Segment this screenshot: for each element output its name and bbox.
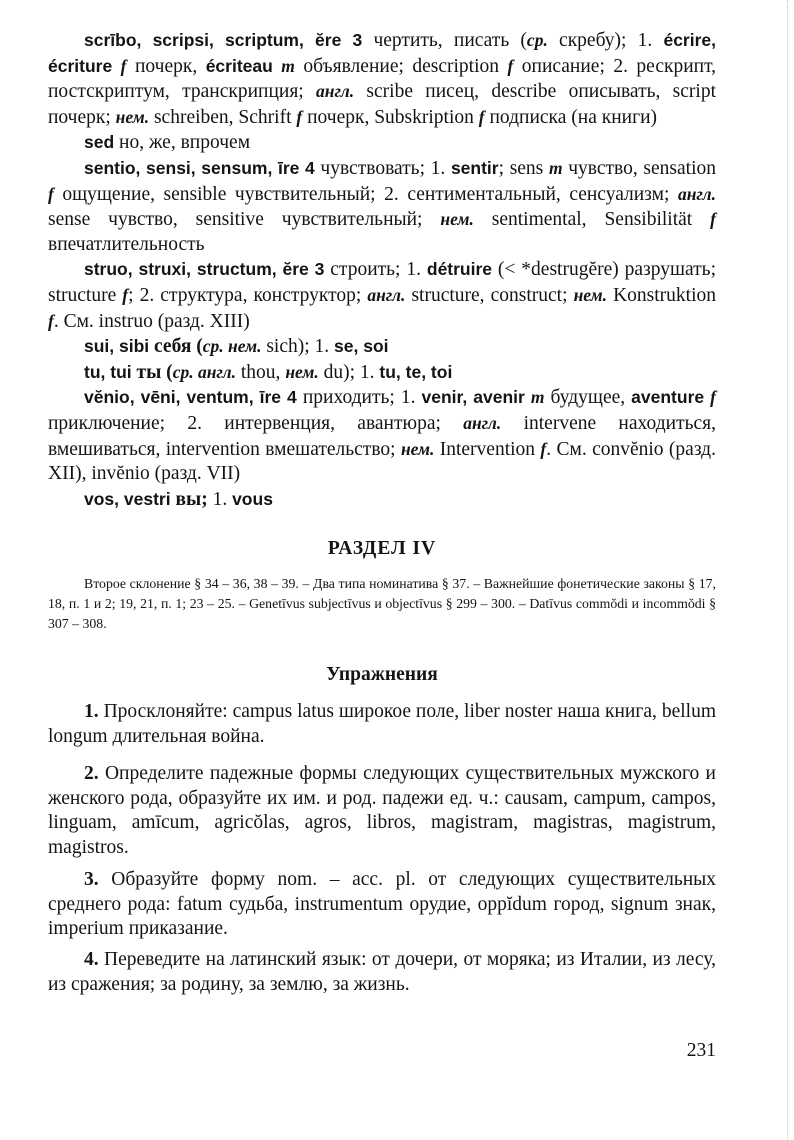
latin-term: vĕnio, vēni, ventum, īre 4 <box>84 387 297 408</box>
latin-term: vos, vestri <box>84 488 171 509</box>
section-title: РАЗДЕЛ IV <box>327 538 437 559</box>
entry-text: вы; <box>170 488 213 510</box>
exercise-text: Образуйте форму nom. – acc. pl. от следующих существительных среднего рода: fatum судьба, instrumentum орудие, oppĭdum город, signum знак, imperium приказание. <box>48 869 716 940</box>
entry-text: объявление; description <box>294 55 508 77</box>
abbreviation: f <box>478 106 485 127</box>
exercises-title: Упражнения <box>326 664 438 685</box>
latin-term: se, soi <box>334 336 389 357</box>
abbreviation: f <box>710 387 716 408</box>
exercise-2 <box>48 762 716 860</box>
abbreviation: нем. <box>573 284 607 305</box>
latin-term: tu, te, toi <box>379 361 453 382</box>
exercise-1 <box>48 700 716 749</box>
abbreviation: англ. <box>463 412 502 433</box>
entry-text: ты ( <box>131 361 173 383</box>
abbreviation: англ. <box>677 183 716 204</box>
latin-term: struo, struxi, structum, ĕre 3 <box>84 259 325 280</box>
abbreviation: f <box>507 55 514 76</box>
latin-term: écriteau <box>205 55 273 76</box>
latin-term: écrire, écriture <box>48 30 717 76</box>
vocab-entry <box>48 385 716 486</box>
entry-text: почерк, Subskription <box>302 106 479 128</box>
exercise-number: 3. <box>84 869 99 890</box>
abbreviation: m <box>530 387 545 408</box>
exercise-4 <box>48 948 716 997</box>
latin-term: scrībo, scripsi, scriptum, ĕre 3 <box>84 30 363 50</box>
entry-text: чертить, писать ( <box>362 30 527 51</box>
vocab-entry <box>48 156 716 257</box>
entry-text: строить; 1. <box>324 259 427 281</box>
page-number: 231 <box>686 1040 716 1061</box>
entry-text: впечатлительность <box>48 233 205 255</box>
latin-term: sentio, sensi, sensum, īre 4 <box>84 157 315 178</box>
entry-text: чувствовать; 1. <box>314 157 451 179</box>
entry-text: structure, construct; <box>405 284 574 306</box>
vocab-entry <box>48 334 716 360</box>
entry-text: ; sens <box>498 157 549 179</box>
vocab-entry <box>48 257 716 334</box>
entry-text: sentimental, Sensibilität <box>473 209 711 231</box>
latin-term: vous <box>232 488 273 509</box>
abbreviation: нем. <box>115 106 150 127</box>
latin-term: sed <box>84 132 115 153</box>
entry-text: 1. <box>212 488 233 510</box>
abbreviation: нем. <box>400 438 435 459</box>
entry-text: scribe писец, describe описывать, script почерк; <box>48 81 716 128</box>
exercise-number: 2. <box>84 763 99 784</box>
entry-text: schreiben, Schrift <box>149 106 297 128</box>
abbreviation: ср. англ. <box>172 361 237 382</box>
entry-text: описание; 2. рескрипт, постскриптум, транскрипция; <box>48 55 717 103</box>
latin-term: venir, avenir <box>421 387 525 408</box>
exercise-text: Определите падежные формы следующих существительных мужского и женского рода, образуйте их им. и род. падежи ед. ч.: causam, campum, campos, linguam, amīcum, agricŏlas, agros, libros, magistram, magistras, magistrum, magistros. <box>48 763 716 858</box>
abbreviation: нем. <box>285 361 319 382</box>
exercise-number: 4. <box>84 949 99 970</box>
abbreviation: англ. <box>316 81 355 102</box>
entry-text: thou, <box>236 361 286 383</box>
entry-text: скребу); 1. <box>547 30 664 51</box>
abbreviation: f <box>122 284 129 305</box>
abbreviation: m <box>548 157 563 178</box>
latin-term: sui, sibi <box>84 336 150 357</box>
entry-text <box>273 56 281 77</box>
vocab-entry <box>48 130 716 156</box>
entry-text: sich); 1. <box>261 336 335 358</box>
vocab-entry <box>48 28 716 130</box>
latin-term: tu, tui <box>84 361 132 382</box>
entry-text: подписка (на книги) <box>484 106 657 128</box>
abbreviation: f <box>296 106 303 127</box>
abbreviation: нем. <box>440 209 474 230</box>
entry-text: себя ( <box>149 336 203 358</box>
abbreviation: f <box>710 209 716 230</box>
entry-text: intervene находиться, вмешиваться, intervention вмешательство; <box>48 412 716 460</box>
entry-text <box>112 56 120 77</box>
latin-term: sentir <box>450 157 499 178</box>
entry-text: . См. convĕnio (разд. XII), invĕnio (разд. VII) <box>48 438 716 485</box>
latin-term: aventure <box>631 387 705 408</box>
entry-text: ; 2. структура, конструктор; <box>128 284 368 306</box>
entry-text: Intervention <box>434 438 541 460</box>
entry-text: (< *destrugĕre) разрушать; structure <box>48 259 716 306</box>
exercise-3 <box>48 868 716 942</box>
abbreviation: f <box>48 183 54 204</box>
entry-text: приходить; 1. <box>296 387 422 409</box>
exercise-text: Переведите на латинский язык: от дочери, от моряка; из Италии, из лесу, из сражения; за родину, за землю, за жизнь. <box>48 949 716 995</box>
abbreviation: ср. нем. <box>202 336 262 357</box>
entry-text: sense чувство, sensitive чувствительный; <box>48 209 441 231</box>
abbreviation: f <box>540 438 547 459</box>
entry-text: приключение; 2. интервенция, авантюра; <box>48 412 464 434</box>
vocabulary-list <box>48 28 716 512</box>
abbreviation: f <box>48 310 54 331</box>
abbreviation: ср. <box>526 30 548 50</box>
vocab-entry <box>48 360 716 386</box>
vocab-entry <box>48 487 716 513</box>
entry-text: . См. instruo (разд. XIII) <box>53 310 250 332</box>
entry-text: но, же, впрочем <box>114 132 251 154</box>
exercise-text: Просклоняйте: campus latus широкое поле, liber noster наша книга, bellum longum длительная война. <box>48 701 716 747</box>
section-description: Второе склонение § 34 – 36, 38 – 39. – Два типа номинатива § 37. – Важнейшие фонетические законы § 17, 18, п. 1 и 2; 19, 21, п. 1; 23 – 25. – Genetīvus subjectīvus и objectīvus § 299 – 300. – Datīvus commŏdi и incommŏdi § 307 – 308. <box>48 576 716 631</box>
entry-text: чувство, sensation <box>562 157 716 179</box>
page-edge-line <box>787 0 788 1140</box>
entry-text: почерк, <box>126 55 206 77</box>
latin-term: détruire <box>426 259 493 280</box>
entry-text: будущее, <box>544 387 632 409</box>
entry-text: ощущение, sensible чувствительный; 2. сентиментальный, сенсуализм; <box>53 183 678 205</box>
abbreviation: m <box>281 55 295 76</box>
abbreviation: англ. <box>367 284 406 305</box>
entry-text: du); 1. <box>318 361 380 383</box>
exercise-number: 1. <box>84 701 99 722</box>
entry-text: Konstruktion <box>607 284 716 306</box>
abbreviation: f <box>120 55 127 76</box>
